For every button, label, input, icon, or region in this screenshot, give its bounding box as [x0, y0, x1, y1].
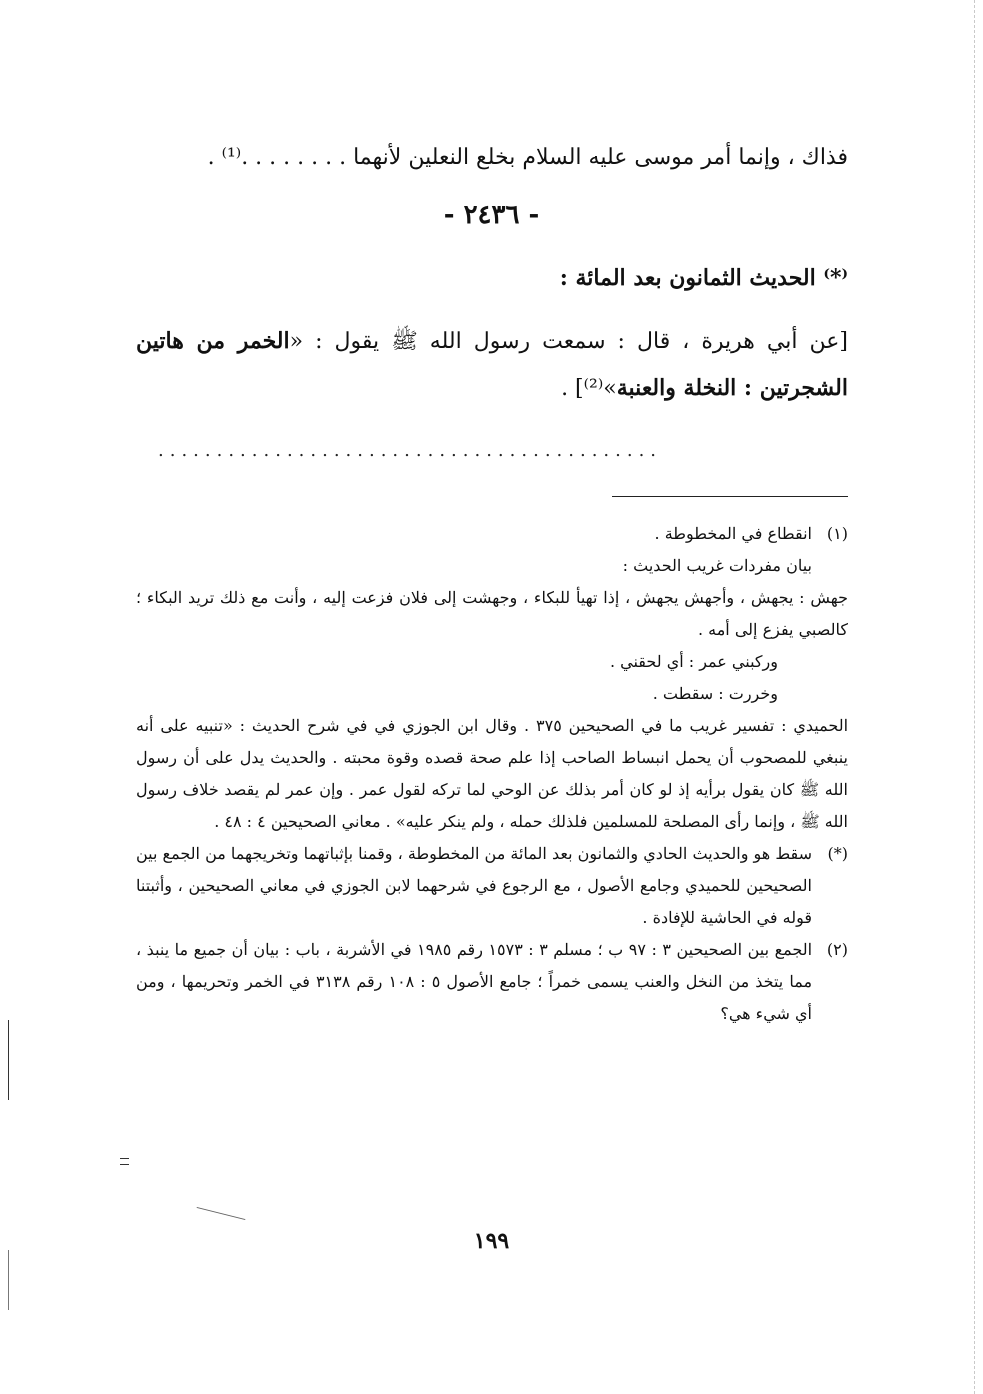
- hadith-intro: [عن أبي هريرة ، قال : سمعت رسول الله ﷺ يقول : «: [289, 329, 848, 354]
- page-number: ١٩٩: [473, 1228, 510, 1254]
- footnote-text: وركبني عمر : أي لحقني .: [609, 652, 778, 671]
- footnotes: [136, 518, 848, 1030]
- footnote-marker: (١): [826, 524, 848, 543]
- hadith-text: [136, 318, 848, 412]
- footnote-text: بيان مفردات غريب الحديث :: [622, 556, 812, 575]
- continuation-line: فذاك ، وإنما أمر موسى عليه السلام بخلع النعلين لأنهما . . . . . . . .⁽¹⁾ .: [207, 145, 848, 170]
- footnote-separator: [612, 496, 848, 497]
- footnote-1: [136, 518, 848, 550]
- footnote-text: الحميدي : تفسير غريب ما في الصحيحين ٣٧٥ . وقال ابن الجوزي في في شرح الحديث : «تنبيه على أنه ينبغي للمصحوب أن يحمل انبساط الصاحب إذا علم صحة قصده وقوة محبته . والحديث يدل على أن رسول الله ﷺ كان يقول برأيه إذ لو كان أمر بذلك عن الوحي لما تركه لقول عمر . وإن عمر لم يقصد خلاف رسول الله ﷺ ، وإنما رأى المصلحة للمسلمين فلذلك حمله ، ولم ينكر عليه» . معاني الصحيحين ٤ : ٤٨ .: [136, 716, 849, 831]
- scan-artifact-stroke: [197, 1207, 246, 1220]
- footnote-text: وخررت : سقطت .: [652, 684, 778, 703]
- scan-artifact-line: [8, 1020, 9, 1100]
- scan-artifact-line: [8, 1250, 9, 1310]
- footnote-star: [136, 838, 848, 934]
- footnote-marker: (٢): [826, 940, 848, 959]
- footnote-text: الجمع بين الصحيحين ٣ : ٩٧ ب ؛ مسلم ٣ : ١٥٧٣ رقم ١٩٨٥ في الأشربة ، باب : بيان أن جميع ما ينبذ ، مما يتخذ من النخل والعنب يسمى خمراً ؛ جامع الأصول ٥ : ١٠٨ رقم ٣١٣٨ في الخمر وتحريمها ، ومن أي شيء هي؟: [136, 940, 813, 1023]
- footnote-2: [136, 934, 848, 1030]
- hadith-number: - ٢٤٣٦ -: [443, 200, 540, 230]
- footnote-text: جهش : يجهش ، وأجهش يجهش ، إذا تهيأ للبكاء ، وجهشت إلى فلان فزعت إليه ، وأنت مع ذلك تريد البكاء ؛ كالصبي يفزع إلى أمه .: [136, 588, 848, 639]
- scan-artifact-mark: [120, 1158, 129, 1165]
- footnote-body: [136, 518, 812, 550]
- hadith-closing: »⁽²⁾] .: [561, 376, 617, 401]
- section-heading: ⁽*⁾ الحديث الثمانون بعد المائة :: [559, 265, 848, 291]
- omission-dots: ...........................................: [158, 440, 663, 461]
- hadith-quote: الخمر من هاتين الشجرتين : النخلة والعنبة: [136, 328, 848, 401]
- footnote-marker: (*): [827, 844, 848, 863]
- footnote-text: سقط هو والحديث الحادي والثمانون بعد المائة من المخطوطة ، وقمنا بإثباتهما وتخريجهما من الجمع بين الصحيحين للحميدي وجامع الأصول ، مع الرجوع في شرحهما لابن الجوزي في معاني الصحيحين ، وأثبتنا قوله في الحاشية للإفادة .: [136, 844, 813, 927]
- footnote-text: انقطاع في المخطوطة .: [654, 524, 812, 543]
